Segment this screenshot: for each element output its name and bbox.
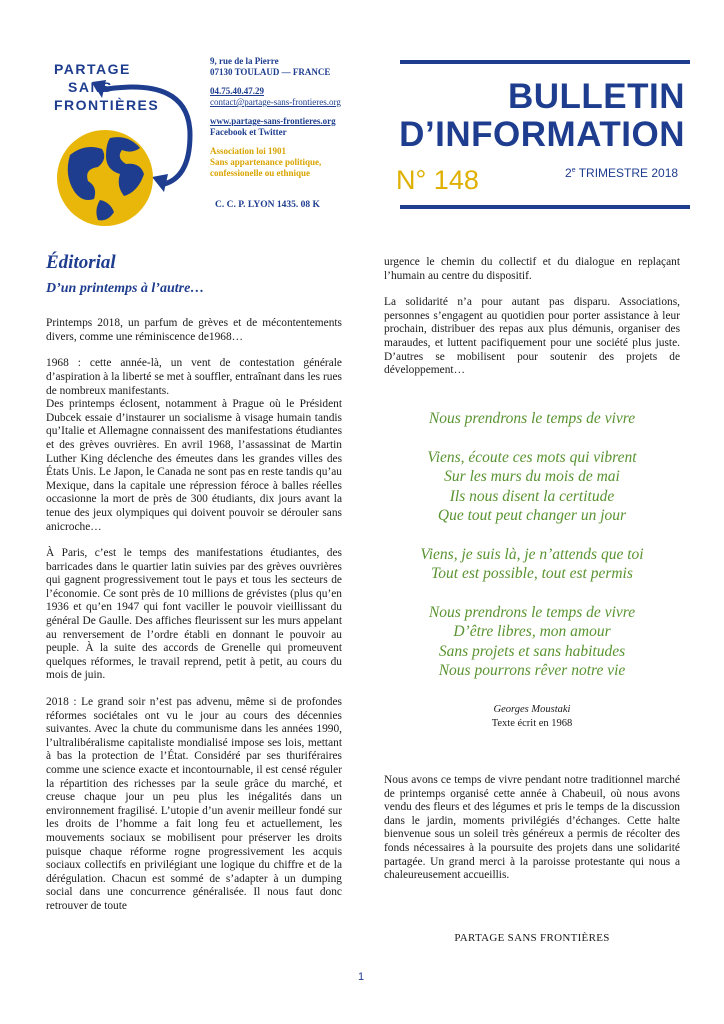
poem-line: Tout est possible, tout est permis	[431, 565, 633, 582]
editorial-subtitle: D’un printemps à l’autre…	[46, 280, 205, 296]
website-link[interactable]: www.partage-sans-frontieres.org	[210, 116, 336, 126]
poem-author: Georges Moustaki	[493, 704, 571, 715]
bulletin-title-line-2: D’INFORMATION	[399, 115, 685, 154]
poem-line: Nous pourrons rêver notre vie	[438, 662, 626, 679]
poem-stanza	[384, 603, 680, 681]
poem-author-note: Texte écrit en 1968	[491, 718, 573, 729]
paragraph: Des printemps éclosent, notamment à Prague où le Président Dubcek essaie d’instaurer un socialisme à visage humain tandis qu’Italie et Allemagne connaissent des manifestations étudiantes et des grèves ouvrières. En avril 1968, l’assassinat de Martin Luther King déclenche des émeutes dans les grandes villes des États Unis. Le Japon, le Canada ne sont pas en reste tandis qu’au Mexique, dans la capitale une répression féroce à balles réelles occasionne la mort de près de 300 étudiants, dix jours avant la tenue des jeux olympiques qui doivent pouvoir se dérouler sans anicroche…	[46, 398, 342, 533]
poem-line: Sur les murs du mois de mai	[444, 468, 620, 485]
poem-line: Sans projets et sans habitudes	[438, 642, 626, 660]
bulletin-title	[360, 78, 685, 154]
trimester-number: 2	[565, 166, 572, 180]
assoc-line-1: Association loi 1901	[210, 146, 287, 156]
poem-line: Viens, je suis là, je n’attends que toi	[420, 545, 644, 563]
trimester-suffix: e	[571, 167, 576, 174]
address-line-1: 9, rue de la Pierre	[210, 56, 279, 66]
poem-line: Que tout peut changer un jour	[437, 507, 627, 524]
assoc-line-2: Sans appartenance politique,	[210, 157, 322, 167]
poem-stanza	[384, 409, 680, 429]
poem-line: Nous prendrons le temps de vivre	[428, 410, 636, 427]
poem-line: Nous prendrons le temps de vivre	[428, 603, 636, 621]
right-column-closing	[384, 774, 680, 883]
poem-stanza	[384, 545, 680, 584]
assoc-line-3: confessionelle ou ethnique	[210, 168, 311, 178]
paragraph: Nous avons ce temps de vivre pendant notre traditionnel marché de printemps organisé cette année à Chabeuil, où nous avons vendu des fleurs et des légumes et pris le temps de la discussion dans le jardin, moments privilégiés d’échanges. Cette halte bienvenue sous un soleil très généreux a permis de récolter des fonds nécessaires à la poursuite des projets dans une solidarité partagée. Un grand merci à la paroisse protestante qui nous a chaleureusement accueillis.	[384, 774, 680, 882]
bottom-rule	[400, 205, 690, 209]
top-rule	[400, 60, 690, 64]
poem-line: Viens, écoute ces mots qui vibrent	[427, 448, 637, 466]
page-number: 1	[358, 971, 365, 983]
right-column	[384, 256, 680, 391]
paragraph: 2018 : Le grand soir n’est pas advenu, même si de profondes réformes sociétales ont vu le jour au cours des décennies suivantes. Avec la chute du communisme dans les années 1990, l’ultralibéralisme capitaliste mondialisé impose ses lois, mettant à bas la protection de l’État. Considéré par ses thuriféraires comme une science exacte et incontournable, il est censé réguler la répartition des richesses par la seule grâce du marché, et creuse chaque jour un peu plus les inégalités dans un environnement fragilisé. L’utopie d’un avenir meilleur fondé sur les droits de l’homme a fait long feu et actuellement, les mouvements sociaux se mobilisent pour préserver les droits puisque chaque réforme rogne progressivement les acquis sociaux collectifs en privilégiant une logique du chiffre et de la dérégulation. Chacun est sommé de s’adapter à un dumping social dans une concurrence généralisée. Il nous faut donc retrouver de toute	[46, 696, 342, 912]
poem-stanza	[384, 448, 680, 526]
paragraph: Printemps 2018, un parfum de grèves et de mécontentements divers, comme une réminiscence de1968…	[46, 317, 342, 343]
trimester-text: TRIMESTRE 2018	[575, 166, 679, 180]
paragraph: 1968 : cette année-là, un vent de contestation générale d’aspiration à la liberté se met à souffler, entraînant dans les rues de nombreux manifestants.	[46, 357, 342, 397]
paragraph: urgence le chemin du collectif et du dialogue en replaçant l’humain au centre du dispositif.	[384, 256, 680, 282]
bulletin-title-line-1: BULLETIN	[507, 77, 685, 116]
issue-number: N° 148	[396, 165, 479, 195]
ccp-number: C. C. P. LYON 1435. 08 K	[215, 200, 320, 210]
logo-line-1: PARTAGE	[54, 61, 131, 77]
logo	[40, 50, 210, 230]
address-line-2: 07130 TOULAUD — FRANCE	[210, 67, 331, 77]
phone-link[interactable]: 04.75.40.47.29	[210, 86, 264, 96]
left-column	[46, 252, 342, 914]
poem	[384, 409, 680, 700]
paragraph: À Paris, c’est le temps des manifestations étudiantes, des barricades dans le quartier latin suivies par des grèves ouvrières qui gagnent progressivement tout le pays et tous les secteurs de l’économie. Ce sont près de 10 millions de grévistes (plus qu’en 1936 et qu’en 1947 qui font vaciller le pouvoir vieillissant du général De Gaulle. Des affiches fleurissent sur les murs appelant au renversement de l’ordre établi en donnant le pouvoir au peuple. À la suite des accords de Grenelle qui promeuvent quelques réformes, le travail reprend, petit à petit, au cours du mois de juin.	[46, 547, 342, 682]
logo-line-2: SANS	[68, 79, 113, 95]
email-link[interactable]: contact@partage-sans-frontieres.org	[210, 97, 341, 107]
poem-line: Ils nous disent la certitude	[449, 487, 615, 505]
paragraph: La solidarité n’a pour autant pas disparu. Associations, personnes s’engagent au quotidien pour porter assistance à leur prochain, distribuer des repas aux plus démunis, organiser des maraudes, et luttent pacifiquement pour une société plus juste. D’autres se mobilisent pour soutenir des projets de développement…	[384, 296, 680, 377]
editorial-title: Éditorial	[46, 252, 116, 273]
logo-line-3: FRONTIÈRES	[54, 97, 160, 113]
social-text: Facebook et Twitter	[210, 127, 287, 137]
poem-line: D’être libres, mon amour	[453, 623, 611, 640]
signature: PARTAGE SANS FRONTIÈRES	[454, 932, 610, 944]
trimester	[565, 166, 678, 180]
